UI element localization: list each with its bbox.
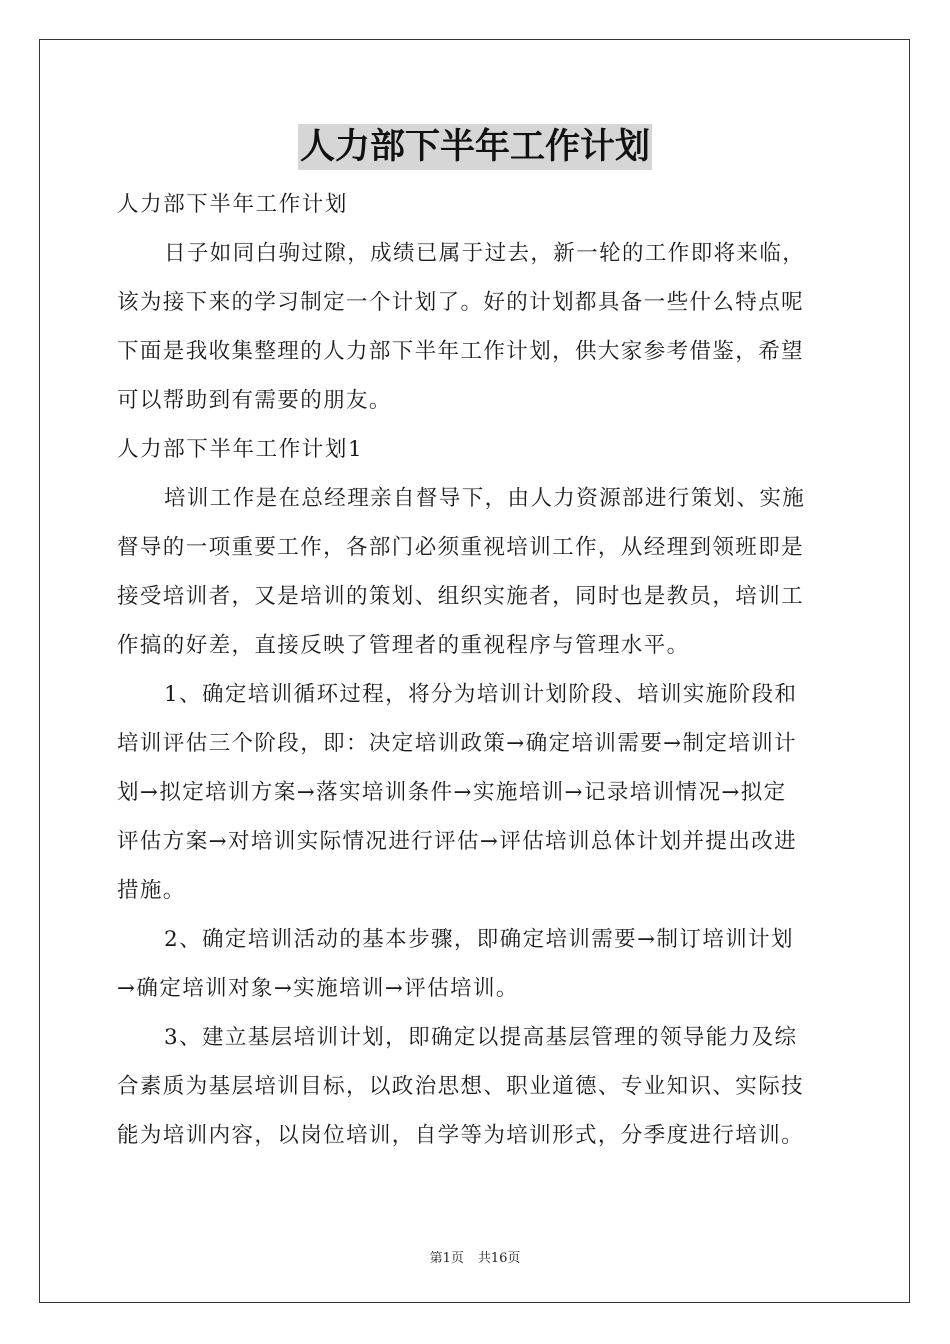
paragraph-line: →确定培训对象→实施培训→评估培训。 xyxy=(117,976,519,1001)
paragraph-line: 2、确定培训活动的基本步骤，即确定培训需要→制订培训计划 xyxy=(164,927,794,952)
paragraph-3 xyxy=(117,915,833,1013)
paragraph-line: 措施。 xyxy=(117,878,186,903)
page-footer xyxy=(0,1247,950,1266)
paragraph-1 xyxy=(117,474,833,670)
paragraph-line: 作搞的好差，直接反映了管理者的重视程序与管理水平。 xyxy=(117,633,690,658)
paragraph-2 xyxy=(117,670,833,915)
document-title: 人力部下半年工作计划 xyxy=(298,124,652,170)
paragraph-line: 划→拟定培训方案→落实培训条件→实施培训→记录培训情况→拟定 xyxy=(117,780,787,805)
intro-line: 日子如同白驹过隙，成绩已属于过去，新一轮的工作即将来临， xyxy=(164,241,806,266)
paragraph-line: 培训评估三个阶段，即：决定培训政策→确定培训需要→制定培训计 xyxy=(117,731,798,756)
document-subtitle: 人力部下半年工作计划 xyxy=(117,192,349,217)
paragraph-line: 合素质为基层培训目标，以政治思想、职业道德、专业知识、实际技 xyxy=(117,1074,805,1099)
intro-line: 该为接下来的学习制定一个计划了。好的计划都具备一些什么特点呢 xyxy=(117,290,805,315)
intro-line: 下面是我收集整理的人力部下半年工作计划，供大家参考借鉴，希望 xyxy=(117,339,805,364)
paragraph-line: 培训工作是在总经理亲自督导下，由人力资源部进行策划、实施 xyxy=(164,486,806,511)
title-container xyxy=(0,124,950,170)
paragraph-line: 督导的一项重要工作，各部门必须重视培训工作，从经理到领班即是 xyxy=(117,535,805,560)
paragraph-line: 接受培训者，又是培训的策划、组织实施者，同时也是教员，培训工 xyxy=(117,584,805,609)
page-total: 共16页 xyxy=(477,1251,521,1266)
paragraph-4 xyxy=(117,1013,833,1160)
paragraph-line: 评估方案→对培训实际情况进行评估→评估培训总体计划并提出改进 xyxy=(117,829,798,854)
page-number: 第1页 xyxy=(429,1251,464,1266)
section-heading: 人力部下半年工作计划1 xyxy=(117,437,364,462)
document-body xyxy=(117,180,833,1160)
intro-paragraph xyxy=(117,229,833,425)
paragraph-line: 能为培训内容，以岗位培训，自学等为培训形式，分季度进行培训。 xyxy=(117,1123,805,1148)
paragraph-line: 1、确定培训循环过程，将分为培训计划阶段、培训实施阶段和 xyxy=(164,682,798,707)
paragraph-line: 3、建立基层培训计划，即确定以提高基层管理的领导能力及综 xyxy=(164,1025,798,1050)
intro-line: 可以帮助到有需要的朋友。 xyxy=(117,388,392,413)
